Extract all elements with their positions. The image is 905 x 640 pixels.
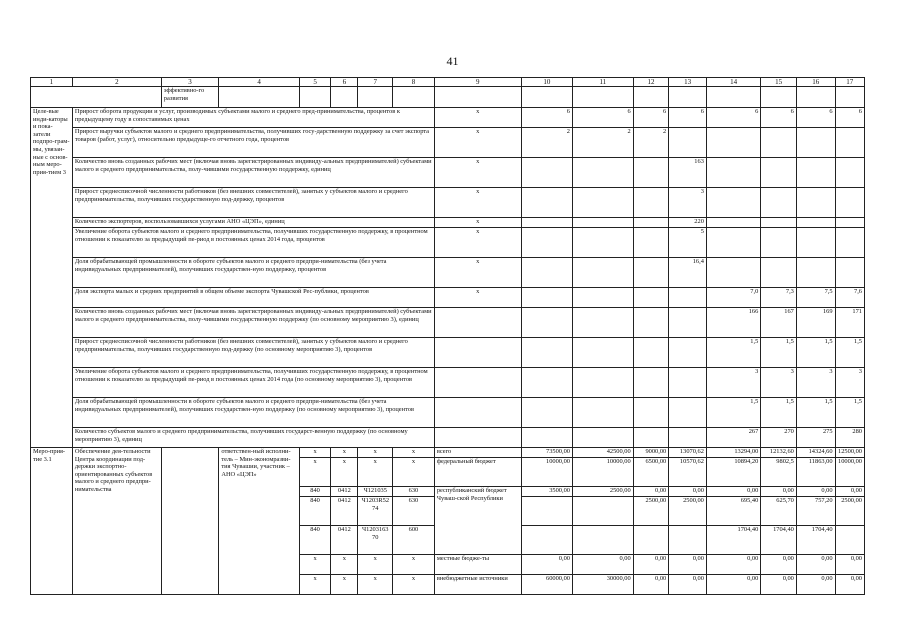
indicator-value (572, 368, 633, 398)
funding-value: 13294,00 (706, 448, 760, 458)
budget-code: 840 (299, 497, 330, 526)
indicator-value: х (434, 188, 521, 218)
indicator-value (521, 158, 572, 188)
measure-name: Обеспечение дея-тельности Центра координации под-держки экспортно-ориентированных субъектов малого и среднего предпри-нимательства (72, 448, 161, 595)
column-header: 2 (72, 78, 161, 87)
funding-value: 12132,60 (761, 448, 797, 458)
funding-value: 3500,00 (521, 487, 572, 497)
column-header: 3 (161, 78, 219, 87)
indicator-value (835, 228, 864, 258)
indicator-row (31, 128, 865, 158)
funding-value: 2500,00 (572, 487, 633, 497)
indicator-value (633, 288, 669, 308)
budget-code: х (299, 575, 330, 595)
funding-value: 757,20 (796, 497, 835, 526)
table-cell (521, 87, 572, 108)
indicator-value: 2 (572, 128, 633, 158)
funding-value: 13070,62 (669, 448, 707, 458)
column-header: 9 (434, 78, 521, 87)
indicator-value (572, 158, 633, 188)
budget-code: х (393, 448, 435, 458)
funding-value: 10000,00 (521, 458, 572, 487)
funding-value: 6500,00 (633, 458, 669, 487)
indicator-value (706, 218, 760, 228)
budget-code: х (358, 555, 393, 575)
table-cell (669, 87, 707, 108)
budget-code: 630 (393, 487, 435, 497)
table-cell (31, 87, 162, 108)
indicator-value (572, 228, 633, 258)
column-header: 1 (31, 78, 73, 87)
funding-value: 0,00 (633, 487, 669, 497)
effectiveness-cell: эффективно-го развития (161, 87, 219, 108)
funding-value: 2500,00 (835, 497, 864, 526)
indicator-value: 5 (669, 228, 707, 258)
indicator-value: 1,5 (706, 338, 760, 368)
funding-value (572, 526, 633, 555)
table-cell (299, 87, 330, 108)
indicator-value (572, 398, 633, 428)
indicator-value: 3 (669, 188, 707, 218)
funding-value: 0,00 (633, 575, 669, 595)
funding-source: федеральный бюджет (434, 458, 521, 487)
indicator-value (633, 338, 669, 368)
table-cell (633, 87, 669, 108)
indicator-value: 220 (669, 218, 707, 228)
funding-value: 0,00 (706, 555, 760, 575)
indicator-value: 2 (633, 128, 669, 158)
indicator-text: Увеличение оборота субъектов малого и среднего предпринимательства, получивших государственную поддержку, в процентном отношении к показателю за предыдущий пе-риод в постоянных ценах 2014 года (по основному мероприятию 3), процентов (72, 368, 434, 398)
budget-code: х (331, 458, 358, 487)
indicator-value (669, 288, 707, 308)
indicator-value (521, 368, 572, 398)
indicator-value: 6 (669, 108, 707, 128)
indicator-value (633, 368, 669, 398)
indicator-text: Количество экспортеров, воспользовавшихся услугами АНО «ЦЭП», единиц (72, 218, 434, 228)
indicator-value: х (434, 108, 521, 128)
funding-source: республиканский бюджет Чуваш-ской Республики (434, 487, 521, 555)
indicator-text: Количество вновь созданных рабочих мест (включая вновь зарегистрированных индивиду-альных предпринимателей) субъектами малого и среднего предпринимательства, полу-чившими государственную поддержку, единиц (72, 158, 434, 188)
funding-value: 60000,00 (521, 575, 572, 595)
indicator-value (521, 188, 572, 218)
page-number: 41 (446, 54, 459, 68)
table-row (31, 87, 865, 108)
indicator-value: 1,5 (796, 398, 835, 428)
indicator-value (572, 218, 633, 228)
budget-code: х (358, 458, 393, 487)
indicator-value: х (434, 288, 521, 308)
budget-code: х (393, 575, 435, 595)
funding-value: 0,00 (835, 575, 864, 595)
funding-value: 42500,00 (572, 448, 633, 458)
budget-code: х (331, 448, 358, 458)
budget-code: 840 (299, 526, 330, 555)
indicator-value: 1,5 (761, 398, 797, 428)
indicator-value (572, 188, 633, 218)
table-cell (331, 87, 358, 108)
indicator-row (31, 308, 865, 338)
indicator-value (633, 258, 669, 288)
indicator-value (572, 258, 633, 288)
indicator-value (521, 428, 572, 448)
column-header: 11 (572, 78, 633, 87)
funding-value (521, 526, 572, 555)
indicator-value (521, 258, 572, 288)
indicator-value: 6 (706, 108, 760, 128)
indicator-value (521, 288, 572, 308)
indicator-value (521, 218, 572, 228)
budget-code: х (331, 555, 358, 575)
budget-code: 600 (393, 526, 435, 555)
funding-value: 73500,00 (521, 448, 572, 458)
column-header: 15 (761, 78, 797, 87)
indicator-value (835, 258, 864, 288)
funding-value: 12500,00 (835, 448, 864, 458)
funding-value: 0,00 (796, 575, 835, 595)
indicator-text: Количество субъектов малого и среднего предпринимательства, получивших государст-венную поддержку (по основному мероприятию 3), единиц (72, 428, 434, 448)
indicator-value (572, 288, 633, 308)
funding-value (572, 497, 633, 526)
indicator-value (706, 228, 760, 258)
indicator-value: х (434, 258, 521, 288)
header-row (31, 78, 865, 87)
indicator-value (706, 128, 760, 158)
table-cell (219, 87, 300, 108)
indicator-value: 3 (796, 368, 835, 398)
indicator-row (31, 368, 865, 398)
funding-value: 0,00 (796, 555, 835, 575)
column-header: 5 (299, 78, 330, 87)
indicator-value (796, 158, 835, 188)
indicator-value: 3 (835, 368, 864, 398)
indicator-row (31, 398, 865, 428)
measure-label: Меро-прия-тие 3.1 (31, 448, 73, 595)
indicator-value (669, 308, 707, 338)
budget-code: 840 (299, 487, 330, 497)
funding-value: 9000,00 (633, 448, 669, 458)
budget-code: х (358, 448, 393, 458)
indicator-value (633, 188, 669, 218)
funding-value: 0,00 (633, 555, 669, 575)
table-cell (358, 87, 393, 108)
indicator-value (434, 428, 521, 448)
indicator-text: Прирост среднесписочной численности работников (без внешних совместителей), занятых у субъектов малого и среднего предпринимательства, получивших государственную под-держку (по основному мероприятию 3), процентов (72, 338, 434, 368)
indicator-value: 275 (796, 428, 835, 448)
funding-source: всего (434, 448, 521, 458)
funding-source: внебюджетные источники (434, 575, 521, 595)
budget-code: х (393, 458, 435, 487)
indicator-value: 280 (835, 428, 864, 448)
indicator-value: 167 (761, 308, 797, 338)
indicator-value (796, 258, 835, 288)
indicator-value (669, 368, 707, 398)
indicator-value: 171 (835, 308, 864, 338)
indicator-value: 6 (521, 108, 572, 128)
indicator-value (633, 158, 669, 188)
indicator-value (669, 398, 707, 428)
budget-code: х (299, 448, 330, 458)
funding-value: 11863,00 (796, 458, 835, 487)
funding-value (835, 526, 864, 555)
column-header: 17 (835, 78, 864, 87)
indicator-value (835, 128, 864, 158)
indicator-value (706, 158, 760, 188)
indicator-value (521, 228, 572, 258)
column-header: 13 (669, 78, 707, 87)
funding-value: 1704,40 (706, 526, 760, 555)
indicator-value (633, 308, 669, 338)
column-header: 12 (633, 78, 669, 87)
indicator-value: 1,5 (835, 338, 864, 368)
indicator-value (761, 128, 797, 158)
funding-value: 0,00 (835, 487, 864, 497)
indicator-text: Доля обрабатывающей промышленности в обороте субъектов малого и среднего предпри-нимательства (без учета индивидуальных предпринимателей), получивших государствен-ную поддержку, процентов (72, 258, 434, 288)
indicator-value (633, 228, 669, 258)
indicator-value (796, 188, 835, 218)
indicator-value (796, 228, 835, 258)
indicator-value: 3 (706, 368, 760, 398)
column-header: 10 (521, 78, 572, 87)
indicator-value (434, 368, 521, 398)
budget-code: х (299, 555, 330, 575)
funding-value: 10570,62 (669, 458, 707, 487)
indicator-value (434, 398, 521, 428)
indicator-value (761, 188, 797, 218)
indicator-value: х (434, 228, 521, 258)
budget-code: х (358, 575, 393, 595)
indicator-value (669, 428, 707, 448)
table-cell (835, 87, 864, 108)
indicator-value (434, 338, 521, 368)
indicator-row (31, 338, 865, 368)
indicator-value (521, 308, 572, 338)
table-cell (572, 87, 633, 108)
funding-source: местные бюдже-ты (434, 555, 521, 575)
funding-value: 2500,00 (669, 497, 707, 526)
measure-empty (161, 448, 219, 595)
funding-row (31, 448, 865, 458)
budget-code: 630 (393, 497, 435, 526)
indicator-value (434, 308, 521, 338)
indicator-value (796, 218, 835, 228)
funding-value (633, 526, 669, 555)
funding-value: 0,00 (669, 555, 707, 575)
indicator-value: 166 (706, 308, 760, 338)
indicator-value (669, 128, 707, 158)
measure-executor: ответствен-ный исполни-тель – Мин-экономразви-тия Чувашии, участник – АНО «ЦЭП» (219, 448, 300, 595)
indicator-row (31, 158, 865, 188)
indicator-value (706, 258, 760, 288)
indicator-row (31, 108, 865, 128)
indicator-value (761, 218, 797, 228)
funding-value: 1704,40 (761, 526, 797, 555)
indicator-row (31, 188, 865, 218)
indicator-text: Доля обрабатывающей промышленности в обороте субъектов малого и среднего предпри-нимательства (без учета индивидуальных предпринимателей), получивших государствен-ную поддержку (по основному мероприятию 3), процентов (72, 398, 434, 428)
indicator-value (521, 338, 572, 368)
indicator-value (796, 128, 835, 158)
indicator-value: 169 (796, 308, 835, 338)
indicator-value (572, 338, 633, 368)
column-header: 14 (706, 78, 760, 87)
funding-value: 0,00 (761, 575, 797, 595)
funding-value: 0,00 (572, 555, 633, 575)
indicator-text: Прирост оборота продукции и услуг, производимых субъектами малого и среднего пред-принимательства, процентов к предыдущему году в сопоставимых ценах (72, 108, 434, 128)
indicator-value (633, 398, 669, 428)
column-header: 4 (219, 78, 300, 87)
column-header: 6 (331, 78, 358, 87)
indicators-label: Целе-вые инди-каторы и пока-затели подпро-грам-мы, увязан-ные с основ-ным меро-прия-тием 3 (31, 108, 73, 448)
budget-code: 0412 (331, 487, 358, 497)
funding-value: 30000,00 (572, 575, 633, 595)
funding-value: 0,00 (761, 487, 797, 497)
budget-code: х (393, 555, 435, 575)
indicator-value (572, 308, 633, 338)
indicator-value (572, 428, 633, 448)
table-cell (393, 87, 435, 108)
indicator-value: х (434, 158, 521, 188)
budget-code: 0412 (331, 526, 358, 555)
indicator-row (31, 288, 865, 308)
funding-value: 14324,60 (796, 448, 835, 458)
column-header: 8 (393, 78, 435, 87)
indicator-value: 7,0 (706, 288, 760, 308)
indicator-value: 6 (761, 108, 797, 128)
indicator-value (761, 228, 797, 258)
budget-code: 0412 (331, 497, 358, 526)
indicator-value: 3 (761, 368, 797, 398)
indicator-row (31, 228, 865, 258)
indicator-value (633, 218, 669, 228)
indicator-value (633, 428, 669, 448)
indicator-value (706, 188, 760, 218)
indicator-value (761, 258, 797, 288)
funding-value: 10000,00 (835, 458, 864, 487)
indicator-value: 6 (796, 108, 835, 128)
funding-value: 0,00 (669, 575, 707, 595)
funding-value: 0,00 (706, 487, 760, 497)
indicator-value: 1,5 (761, 338, 797, 368)
indicator-value: 6 (835, 108, 864, 128)
budget-code: Ч1203R52 74 (358, 497, 393, 526)
indicator-value: 7,3 (761, 288, 797, 308)
indicator-value: 1,5 (706, 398, 760, 428)
indicator-value (835, 188, 864, 218)
indicator-value: 1,5 (835, 398, 864, 428)
table-cell (761, 87, 797, 108)
indicator-value: 7,6 (835, 288, 864, 308)
funding-value: 0,00 (706, 575, 760, 595)
indicator-row (31, 258, 865, 288)
funding-value: 10000,00 (572, 458, 633, 487)
funding-value: 1704,40 (796, 526, 835, 555)
indicator-value: 267 (706, 428, 760, 448)
indicator-value: 163 (669, 158, 707, 188)
indicator-value: 7,5 (796, 288, 835, 308)
funding-value (669, 526, 707, 555)
indicator-value: х (434, 218, 521, 228)
indicator-row (31, 218, 865, 228)
table-cell (706, 87, 760, 108)
budget-code: х (299, 458, 330, 487)
indicator-row (31, 428, 865, 448)
funding-value: 10894,20 (706, 458, 760, 487)
funding-value: 0,00 (669, 487, 707, 497)
indicator-text: Доля экспорта малых и средних предприятий в общем объеме экспорта Чувашской Рес-публики, процентов (72, 288, 434, 308)
indicator-value: 6 (633, 108, 669, 128)
funding-value (521, 497, 572, 526)
indicator-value: 270 (761, 428, 797, 448)
indicator-value: 16,4 (669, 258, 707, 288)
indicator-value (521, 398, 572, 428)
column-header: 16 (796, 78, 835, 87)
indicator-value: 2 (521, 128, 572, 158)
budget-code: х (331, 575, 358, 595)
budget-code: Ч121035 (358, 487, 393, 497)
indicator-value (761, 158, 797, 188)
budget-code: Ч1203163 70 (358, 526, 393, 555)
indicator-value (835, 158, 864, 188)
funding-value: 0,00 (796, 487, 835, 497)
indicator-value (835, 218, 864, 228)
indicator-value: 1,5 (796, 338, 835, 368)
indicator-text: Увеличение оборота субъектов малого и среднего предпринимательства, получивших государственную поддержку, в процентном отношении к показателю за предыдущий пе-риод в постоянных ценах 2014 года, процентов (72, 228, 434, 258)
indicator-text: Количество вновь созданных рабочих мест (включая вновь зарегистрированных индивиду-альных предпринимателей) субъектами малого и среднего предпринимательства, полу-чившими государственную поддержку (по основному мероприятию 3), единиц (72, 308, 434, 338)
table-cell (434, 87, 521, 108)
column-header: 7 (358, 78, 393, 87)
funding-value: 695,40 (706, 497, 760, 526)
table-cell (796, 87, 835, 108)
indicator-text: Прирост среднесписочной численности работников (без внешних совместителей), занятых у субъектов малого и среднего предпринимательства, получивших государственную под-держку, процентов (72, 188, 434, 218)
funding-value: 0,00 (761, 555, 797, 575)
indicator-value: 6 (572, 108, 633, 128)
funding-value: 2500,00 (633, 497, 669, 526)
funding-value: 9802,5 (761, 458, 797, 487)
indicator-value: х (434, 128, 521, 158)
program-table (30, 77, 865, 595)
funding-value: 0,00 (521, 555, 572, 575)
indicator-value (669, 338, 707, 368)
indicator-text: Прирост выручки субъектов малого и среднего предпринимательства, получивших госу-дарственную поддержку за счет экспорта товаров (работ, услуг), относительно предыдуще-го отчетного года, процентов (72, 128, 434, 158)
funding-value: 0,00 (835, 555, 864, 575)
funding-value: 625,70 (761, 497, 797, 526)
